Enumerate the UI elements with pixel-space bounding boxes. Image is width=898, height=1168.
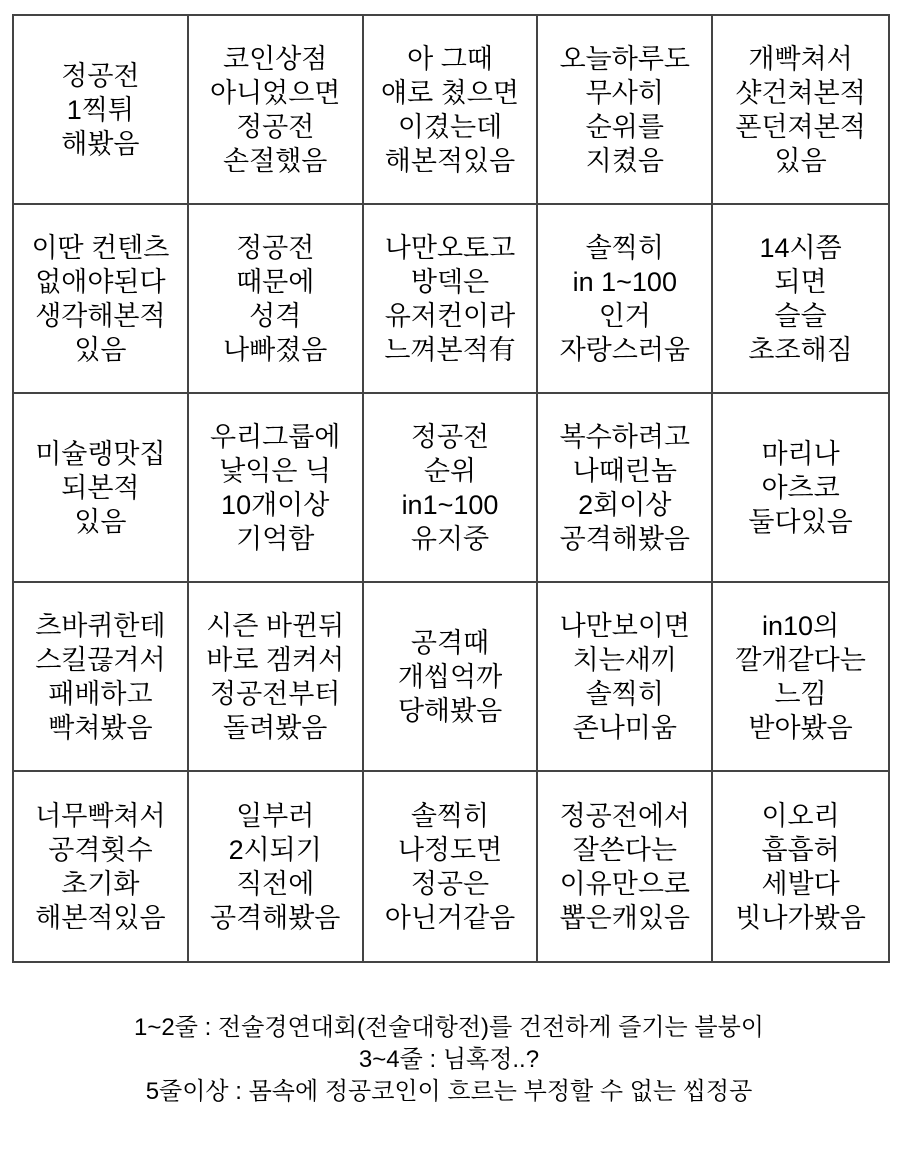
bingo-cell: 시즌 바뀐뒤 바로 겜켜서 정공전부터 돌려봤음 — [189, 583, 364, 772]
bingo-cell: 정공전 순위 in1~100 유지중 — [364, 394, 539, 583]
scoring-legend — [0, 1012, 898, 1108]
bingo-cell: 미슐랭맛집 되본적 있음 — [14, 394, 189, 583]
bingo-cell: 솔찍히 나정도면 정공은 아닌거같음 — [364, 772, 539, 961]
bingo-cell: 정공전 1찍튀 해봤음 — [14, 16, 189, 205]
legend-line-1-2: 1~2줄 : 전술경연대회(전술대항전)를 건전하게 즐기는 블붕이 — [134, 1014, 764, 1041]
bingo-cell: 이딴 컨텐츠 없애야된다 생각해본적 있음 — [14, 205, 189, 394]
bingo-cell: 너무빡쳐서 공격횟수 초기화 해본적있음 — [14, 772, 189, 961]
bingo-cell: 14시쯤 되면 슬슬 초조해짐 — [713, 205, 888, 394]
bingo-cell: 정공전에서 잘쓴다는 이유만으로 뽑은캐있음 — [538, 772, 713, 961]
bingo-cell: 나만오토고 방덱은 유저컨이라 느껴본적有 — [364, 205, 539, 394]
bingo-cell: 개빡쳐서 샷건쳐본적 폰던져본적 있음 — [713, 16, 888, 205]
bingo-cell: 복수하려고 나때린놈 2회이상 공격해봤음 — [538, 394, 713, 583]
bingo-cell: 정공전 때문에 성격 나빠졌음 — [189, 205, 364, 394]
bingo-cell: 츠바퀴한테 스킬끊겨서 패배하고 빡쳐봤음 — [14, 583, 189, 772]
bingo-cell: in10의 깔개같다는 느낌 받아봤음 — [713, 583, 888, 772]
legend-line-3-4: 3~4줄 : 님혹정..? — [358, 1046, 540, 1073]
bingo-cell: 공격때 개씹억까 당해봤음 — [364, 583, 539, 772]
bingo-cell: 마리나 아츠코 둘다있음 — [713, 394, 888, 583]
bingo-cell: 솔찍히 in 1~100 인거 자랑스러움 — [538, 205, 713, 394]
bingo-cell: 일부러 2시되기 직전에 공격해봤음 — [189, 772, 364, 961]
bingo-cell: 오늘하루도 무사히 순위를 지켰음 — [538, 16, 713, 205]
bingo-cell: 우리그룹에 낯익은 닉 10개이상 기억함 — [189, 394, 364, 583]
legend-line-5-plus: 5줄이상 : 몸속에 정공코인이 흐르는 부정할 수 없는 씹정공 — [145, 1078, 753, 1105]
bingo-grid — [12, 14, 890, 963]
bingo-cell: 코인상점 아니었으면 정공전 손절했음 — [189, 16, 364, 205]
bingo-cell: 나만보이면 치는새끼 솔찍히 존나미움 — [538, 583, 713, 772]
bingo-cell: 아 그때 얘로 쳤으면 이겼는데 해본적있음 — [364, 16, 539, 205]
bingo-cell: 이오리 흡흡허 세발다 빗나가봤음 — [735, 800, 866, 933]
